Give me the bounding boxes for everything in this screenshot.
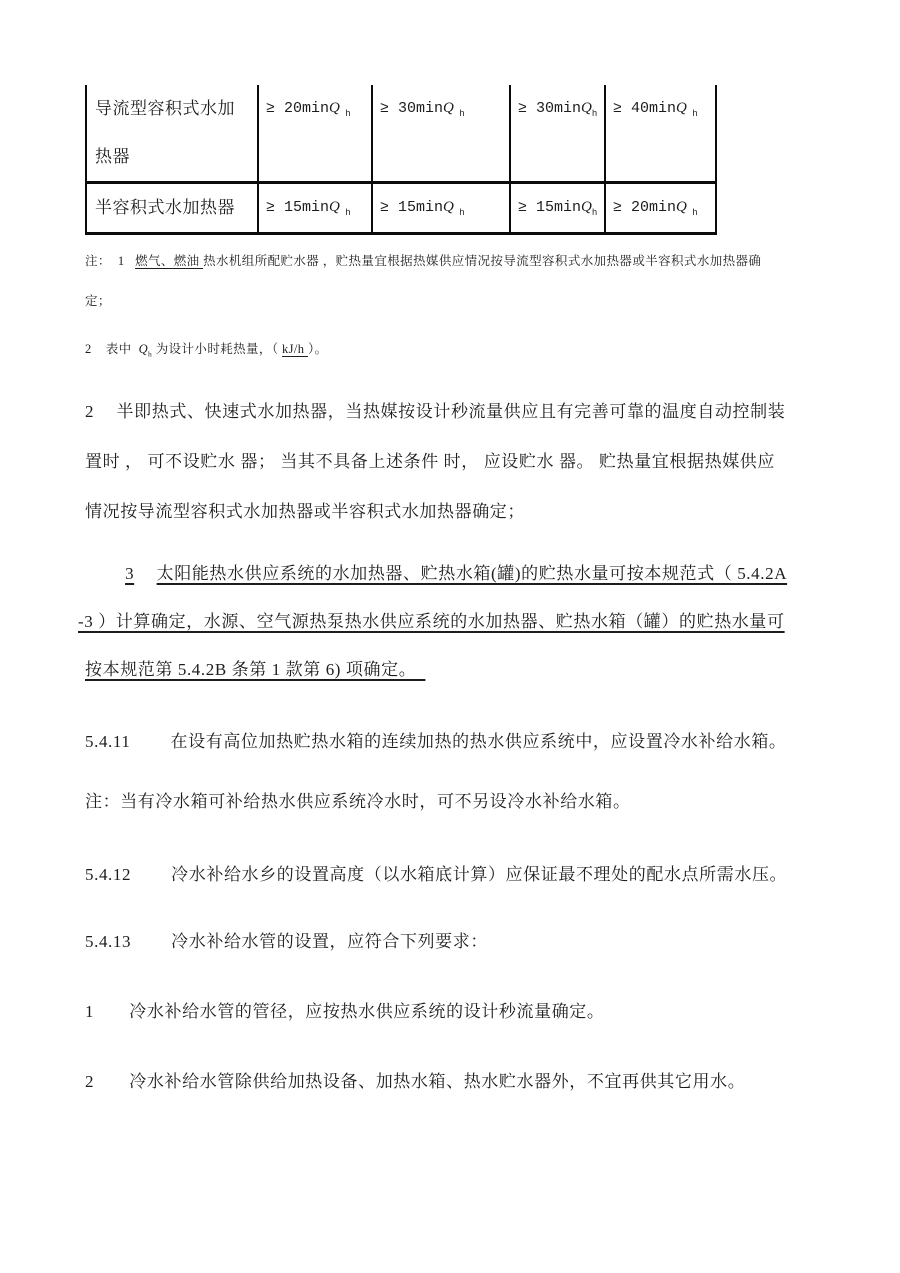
clause-5-4-12 — [85, 850, 815, 900]
paragraph-item-2 — [85, 387, 815, 537]
text-line: 2 冷水补给水管除供给加热设备、加热水箱、热水贮水器外，不宜再供其它用水。 — [85, 1072, 746, 1091]
table-note-1 — [85, 241, 815, 321]
list-item-1 — [85, 987, 815, 1037]
text-line: 按本规范第 5.4.2B 条第 1 款第 6) 项确定。 — [85, 660, 426, 679]
text-line: 3 太阳能热水供应系统的水加热器、贮热水箱(罐)的贮热水量可按本规范式（ 5.4.2A — [125, 564, 788, 583]
note-line: 定； — [85, 294, 111, 308]
note-line: 2 表中 $Q_h$ 为设计小时耗热量，（ kJ/h ）。 — [85, 342, 328, 359]
table-note-2 — [85, 329, 815, 369]
table-value-cell: ≥ 20minQ $_h$ — [258, 85, 372, 183]
row-label-cell: 导流型容积式水加热器 — [86, 85, 258, 183]
storage-capacity-table — [85, 85, 717, 235]
text-line: -3 ）计算确定，水源、空气源热泵热水供应系统的水加热器、贮热水箱（罐）的贮热水量可 — [78, 612, 785, 631]
text-line: 情况按导流型容积式水加热器或半容积式水加热器确定； — [85, 502, 525, 521]
row-label-cell: 半容积式水加热器 — [86, 183, 258, 234]
text-line: 2 半即热式、快速式水加热器，当热媒按设计秒流量供应且有完善可靠的温度自动控制装 — [85, 402, 786, 421]
clause-5-4-11-note — [85, 777, 815, 827]
text-line: 5.4.11 在设有高位加热贮热水箱的连续加热的热水供应系统中，应设置冷水补给水箱。 — [85, 732, 787, 751]
paragraph-item-3-underlined — [78, 550, 815, 694]
table-value-cell: ≥ 40minQ $_h$ — [605, 85, 716, 183]
text-line: 5.4.12 冷水补给水乡的设置高度（以水箱底计算）应保证最不理处的配水点所需水压。 — [85, 865, 788, 884]
table-value-cell: ≥ 15minQ $_h$ — [258, 183, 372, 234]
list-item-2 — [85, 1057, 815, 1107]
text-line: 1 冷水补给水管的管径，应按热水供应系统的设计秒流量确定。 — [85, 1002, 605, 1021]
table-value-cell: ≥ 15minQ $_h$ — [372, 183, 510, 234]
table-row — [86, 85, 716, 183]
table-row — [86, 183, 716, 234]
text-line: 5.4.13 冷水补给水管的设置，应符合下列要求： — [85, 932, 488, 951]
clause-5-4-13 — [85, 917, 815, 967]
text-line: 注：当有冷水箱可补给热水供应系统冷水时，可不另设冷水补给水箱。 — [85, 792, 631, 811]
note-line: 注： 1 燃气、燃油 热水机组所配贮水器 ，贮热量宜根据热媒供应情况按导流型容积式水加热器或半容积式水加热器确 — [85, 254, 762, 268]
clause-5-4-11 — [85, 717, 815, 767]
table-value-cell: ≥ 20minQ $_h$ — [605, 183, 716, 234]
table-value-cell: ≥ 30minQ $_h$ — [372, 85, 510, 183]
text-line: 置时 ， 可不设贮水 器； 当其不具备上述条件 时， 应设贮水 器。 贮热量宜根据热媒供应 — [85, 452, 775, 471]
table-value-cell: ≥ 30minQ$_h$ — [510, 85, 605, 183]
table-value-cell: ≥ 15minQ$_h$ — [510, 183, 605, 234]
